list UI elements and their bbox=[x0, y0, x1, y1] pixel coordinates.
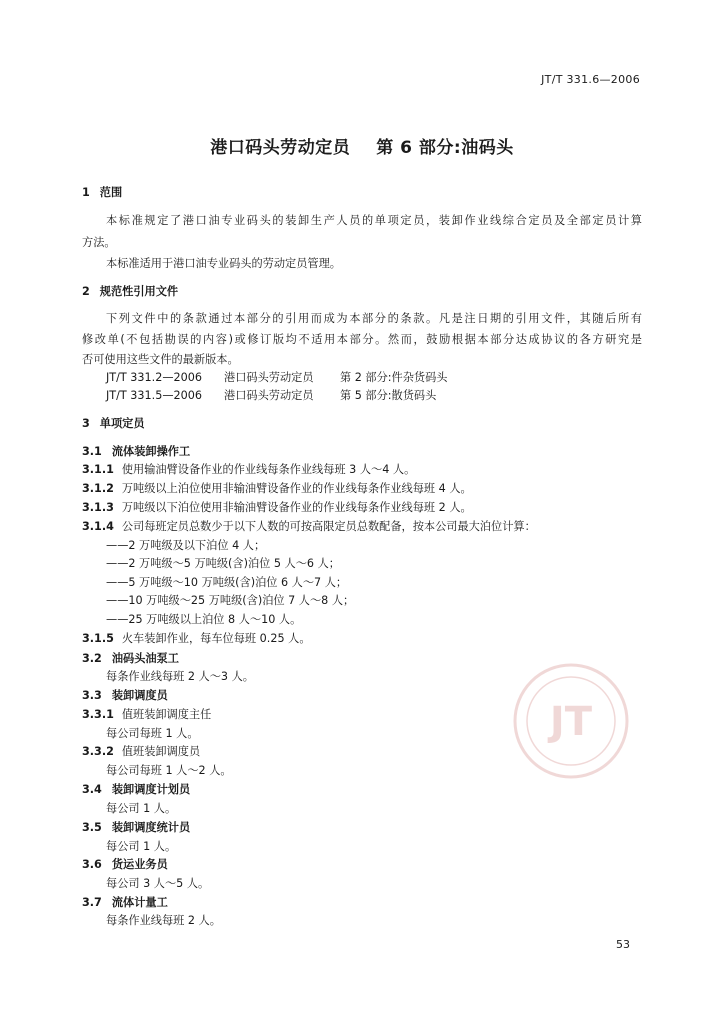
list-item: ——2 万吨级～5 万吨级(含)泊位 5 人～6 人； bbox=[106, 557, 340, 570]
section-2-paragraph-line-1: 下列文件中的条款通过本部分的引用而成为本部分的条款。凡是注日期的引用文件，其随后所有 bbox=[106, 312, 642, 325]
page-number: 53 bbox=[616, 938, 630, 951]
list-item: ——2 万吨级及以下泊位 4 人； bbox=[106, 539, 266, 552]
seal-text: JT bbox=[549, 699, 593, 745]
section-1-paragraph-line-2: 方法。 bbox=[82, 236, 116, 249]
clause-3-2-heading: 3.2 油码头油泵工 bbox=[82, 652, 179, 665]
clause-3-3-2: 3.3.2 值班装卸调度员 bbox=[82, 745, 201, 758]
clause-3-2-body: 每条作业线每班 2 人～3 人。 bbox=[106, 670, 254, 683]
clause-3-1-4: 3.1.4 公司每班定员总数少于以下人数的可按高限定员总数配备，按本公司最大泊位计算： bbox=[82, 520, 536, 533]
clause-3-3-heading: 3.3 装卸调度员 bbox=[82, 689, 168, 702]
clause-3-5-heading: 3.5 装卸调度统计员 bbox=[82, 821, 191, 834]
reference-item: JT/T 331.2—2006 港口码头劳动定员 第 2 部分:件杂货码头 bbox=[106, 371, 448, 384]
list-item: ——10 万吨级～25 万吨级(含)泊位 7 人～8 人； bbox=[106, 594, 355, 607]
clause-3-4-heading: 3.4 装卸调度计划员 bbox=[82, 783, 191, 796]
standard-code: JT/T 331.6—2006 bbox=[541, 73, 640, 86]
section-1-paragraph-line-1: 本标准规定了港口油专业码头的装卸生产人员的单项定员，装卸作业线综合定员及全部定员计算 bbox=[106, 214, 642, 227]
section-3-heading: 3 单项定员 bbox=[82, 417, 145, 430]
clause-3-7-heading: 3.7 流体计量工 bbox=[82, 896, 168, 909]
section-2-heading: 2 规范性引用文件 bbox=[82, 285, 179, 298]
clause-3-3-2-body: 每公司每班 1 人～2 人。 bbox=[106, 764, 232, 777]
title-part: 第 6 部分:油码头 bbox=[376, 138, 514, 158]
section-2-paragraph-line-3: 否可使用这些文件的最新版本。 bbox=[82, 353, 239, 366]
clause-3-1-1: 3.1.1 使用输油臂设备作业的作业线每条作业线每班 3 人～4 人。 bbox=[82, 463, 416, 476]
section-1-heading: 1 范围 bbox=[82, 186, 123, 199]
section-2-paragraph-line-2: 修改单(不包括勘误的内容)或修订版均不适用本部分。然而，鼓励根据本部分达成协议的各方研究是 bbox=[82, 333, 642, 346]
clause-3-5-body: 每公司 1 人。 bbox=[106, 840, 177, 853]
clause-3-1-heading: 3.1 流体装卸操作工 bbox=[82, 445, 191, 458]
reference-item: JT/T 331.5—2006 港口码头劳动定员 第 5 部分:散货码头 bbox=[106, 389, 437, 402]
clause-3-6-body: 每公司 3 人～5 人。 bbox=[106, 877, 210, 890]
list-item: ——5 万吨级～10 万吨级(含)泊位 6 人～7 人； bbox=[106, 576, 348, 589]
clause-3-4-body: 每公司 1 人。 bbox=[106, 802, 177, 815]
title-main: 港口码头劳动定员 bbox=[210, 138, 351, 158]
clause-3-1-5: 3.1.5 火车装卸作业，每车位每班 0.25 人。 bbox=[82, 632, 311, 645]
clause-3-6-heading: 3.6 货运业务员 bbox=[82, 858, 168, 871]
clause-3-1-2: 3.1.2 万吨级以上泊位使用非输油臂设备作业的作业线每条作业线每班 4 人。 bbox=[82, 482, 472, 495]
clause-3-3-1: 3.3.1 值班装卸调度主任 bbox=[82, 708, 212, 721]
section-1-paragraph-2: 本标准适用于港口油专业码头的劳动定员管理。 bbox=[106, 257, 341, 270]
clause-3-3-1-body: 每公司每班 1 人。 bbox=[106, 727, 199, 740]
clause-3-1-3: 3.1.3 万吨级以下泊位使用非输油臂设备作业的作业线每条作业线每班 2 人。 bbox=[82, 501, 472, 514]
clause-3-7-body: 每条作业线每班 2 人。 bbox=[106, 914, 221, 927]
document-title bbox=[0, 133, 724, 158]
list-item: ——25 万吨级以上泊位 8 人～10 人。 bbox=[106, 613, 302, 626]
jt-seal-watermark bbox=[510, 660, 632, 782]
